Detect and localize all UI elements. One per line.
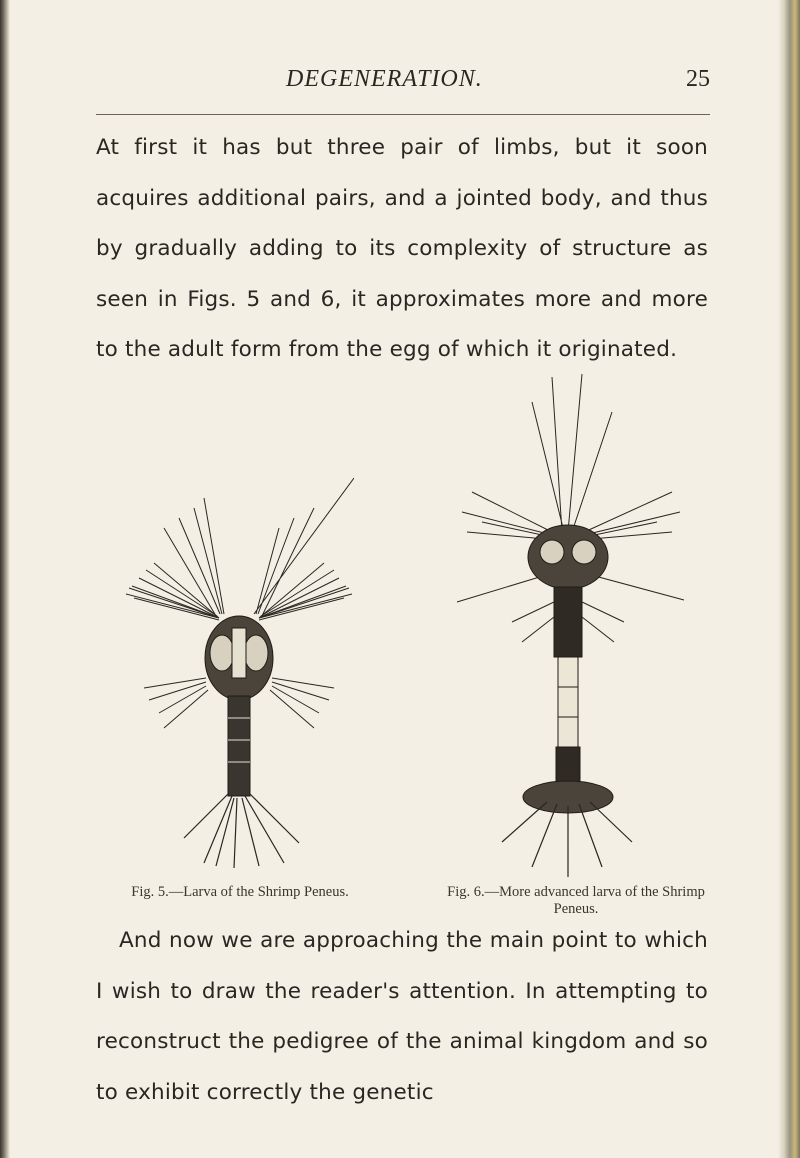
- page-edge-right: [778, 0, 800, 1158]
- page-edge-left: [0, 0, 10, 1158]
- running-head: [96, 66, 710, 100]
- running-title: DEGENERATION.: [286, 66, 483, 92]
- figure-5-caption: Fig. 5.—Larva of the Shrimp Peneus.: [131, 884, 349, 900]
- figure-6-caption: Fig. 6.—More advanced larva of the Shrimp Peneus.: [447, 884, 705, 917]
- figure-5-larva-illustration: [124, 468, 354, 878]
- page-number: 25: [686, 66, 710, 92]
- figure-6-larva-illustration: [452, 372, 688, 882]
- body-paragraph-2: And now we are approaching the main point to which I wish to draw the reader's attention. In attempting to reconstruct the pedigree of the animal kingdom and so to exhibit correctly the genetic: [96, 928, 708, 1105]
- body-paragraph-1: At first it has but three pair of limbs, but it soon acquires additional pairs, and a jointed body, and thus by gradually adding to its complexity of structure as seen in Figs. 5 and 6, it approximates more and more to the adult form from the egg of which it originated.: [96, 135, 708, 362]
- header-rule: [96, 114, 710, 115]
